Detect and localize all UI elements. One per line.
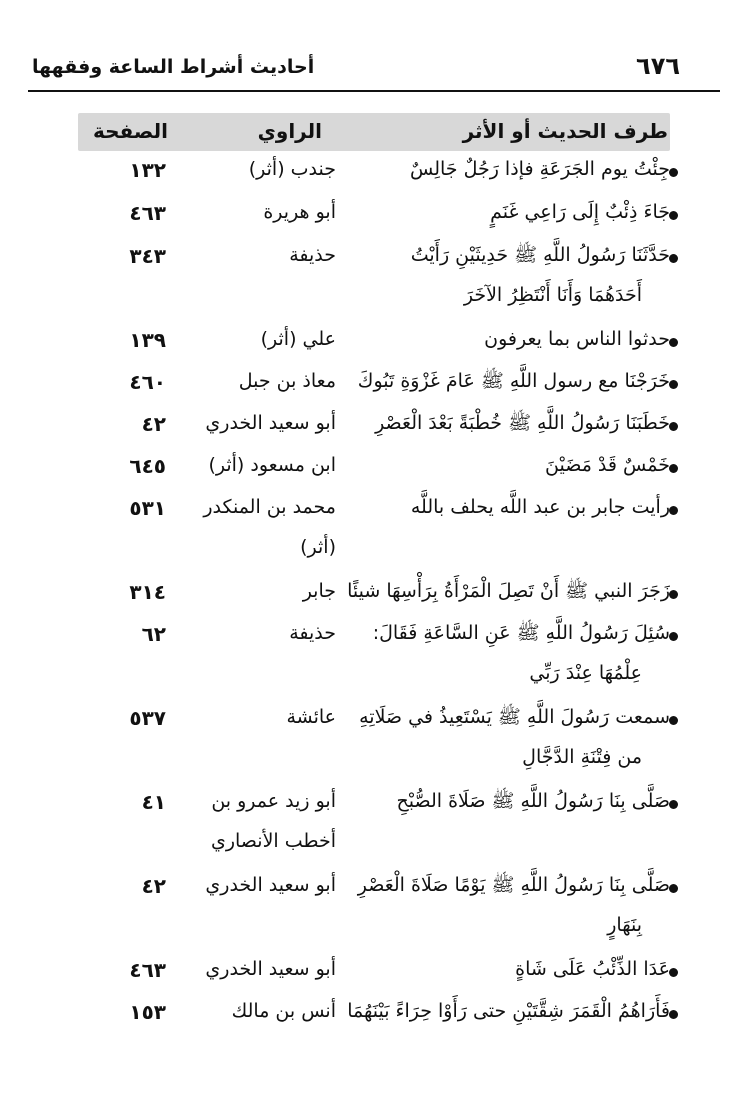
bullet-icon xyxy=(669,380,678,389)
page-ref: ٤٢ xyxy=(141,874,166,898)
bullet-icon xyxy=(669,968,678,977)
page-ref: ٥٣٧ xyxy=(129,706,166,730)
narrator: حذيفة xyxy=(289,244,336,266)
column-hadith-header: طرف الحديث أو الأثر xyxy=(462,119,668,143)
hadith-text: جَاءَ ذِئْبٌ إِلَى رَاعِي غَنَمٍ xyxy=(490,201,670,223)
page-ref: ٣٤٣ xyxy=(129,244,166,268)
narrator: أبو سعيد الخدري xyxy=(205,958,336,980)
narrator: أنس بن مالك xyxy=(231,1000,336,1022)
hadith-text: رأيت جابر بن عبد اللَّه يحلف باللَّه xyxy=(410,496,670,518)
page-ref: ٤٦٠ xyxy=(129,370,166,394)
bullet-icon xyxy=(669,211,678,220)
bullet-icon xyxy=(669,168,678,177)
page-ref: ٣١٤ xyxy=(129,580,166,604)
narrator-continued: (أثر) xyxy=(300,536,336,558)
bullet-icon xyxy=(669,464,678,473)
hadith-text: جِئْتُ يوم الجَرَعَةِ فإذا رَجُلٌ جَالِسٌ xyxy=(409,158,670,180)
bullet-icon xyxy=(669,1010,678,1019)
hadith-text: خَطَبَنَا رَسُولُ اللَّهِ ﷺ خُطْبَةً بَعْدَ الْعَصْرِ xyxy=(375,412,670,434)
page-ref: ١٣٩ xyxy=(129,328,166,352)
running-header xyxy=(28,52,720,92)
hadith-text: حدثوا الناس بما يعرفون xyxy=(484,328,670,350)
page-ref: ٥٣١ xyxy=(129,496,166,520)
bullet-icon xyxy=(669,800,678,809)
hadith-text: خَمْسٌ قَدْ مَضَيْنَ xyxy=(545,454,670,476)
column-narrator-header: الراوي xyxy=(257,119,322,143)
hadith-text: صَلَّى بِنَا رَسُولُ اللَّهِ ﷺ صَلَاةَ الصُّبْحِ xyxy=(396,790,670,812)
bullet-icon xyxy=(669,254,678,263)
page-ref: ٤٦٣ xyxy=(129,201,166,225)
narrator-continued: أخطب الأنصاري xyxy=(210,830,336,852)
hadith-text-continued: أَحَدَهُمَا وَأَنَا أَنْتَظِرُ الآخَرَ xyxy=(463,284,642,306)
narrator: معاذ بن جبل xyxy=(238,370,336,392)
page-number: ٦٧٦ xyxy=(636,52,680,80)
hadith-text: صَلَّى بِنَا رَسُولُ اللَّهِ ﷺ يَوْمًا صَلَاةَ الْعَصْرِ xyxy=(357,874,670,896)
hadith-text: سمعت رَسُولَ اللَّهِ ﷺ يَسْتَعِيذُ في صَلَاتِهِ xyxy=(359,706,670,728)
hadith-text: خَرَجْنَا مع رسول اللَّهِ ﷺ عَامَ غَزْوَةِ تَبُوكَ xyxy=(357,370,670,392)
narrator: أبو زيد عمرو بن xyxy=(211,790,336,812)
narrator: جندب (أثر) xyxy=(248,158,336,180)
narrator: محمد بن المنكدر xyxy=(203,496,336,518)
narrator: حذيفة xyxy=(289,622,336,644)
bullet-icon xyxy=(669,338,678,347)
hadith-text-continued: عِلْمُهَا عِنْدَ رَبِّي xyxy=(529,662,642,684)
bullet-icon xyxy=(669,632,678,641)
hadith-text: حَدَّثَنَا رَسُولُ اللَّهِ ﷺ حَدِيثَيْنِ رَأَيْتُ xyxy=(410,244,670,266)
hadith-text: فَأَرَاهُمُ الْقَمَرَ شِقَّتَيْنِ حتى رَأَوْا حِرَاءً بَيْنَهُمَا xyxy=(347,1000,670,1022)
bullet-icon xyxy=(669,506,678,515)
page-ref: ٤١ xyxy=(141,790,166,814)
bullet-icon xyxy=(669,590,678,599)
hadith-text: سُئِلَ رَسُولُ اللَّهِ ﷺ عَنِ السَّاعَةِ فَقَالَ: xyxy=(372,622,670,644)
bullet-icon xyxy=(669,422,678,431)
narrator: أبو هريرة xyxy=(263,201,336,223)
narrator: عائشة xyxy=(286,706,336,728)
index-column-header xyxy=(78,113,670,151)
narrator: علي (أثر) xyxy=(260,328,336,350)
book-title: أحاديث أشراط الساعة وفقهها xyxy=(32,56,315,78)
page-ref: ١٥٣ xyxy=(129,1000,166,1024)
page-ref: ٦٤٥ xyxy=(129,454,166,478)
hadith-text-continued: بِنَهَارٍ xyxy=(607,914,642,936)
hadith-text: زَجَرَ النبي ﷺ أَنْ تَصِلَ الْمَرْأَةُ بِرَأْسِهَا شيئًا xyxy=(347,580,670,602)
bullet-icon xyxy=(669,884,678,893)
hadith-text-continued: من فِتْنَةِ الدَّجَّالِ xyxy=(522,746,642,768)
narrator: ابن مسعود (أثر) xyxy=(208,454,336,476)
bullet-icon xyxy=(669,716,678,725)
page-ref: ٦٢ xyxy=(141,622,166,646)
column-page-header: الصفحة xyxy=(92,119,168,143)
narrator: جابر xyxy=(302,580,336,602)
hadith-text: عَدَا الذِّئْبُ عَلَى شَاةٍ xyxy=(515,958,670,980)
page-ref: ٤٢ xyxy=(141,412,166,436)
page-ref: ١٣٢ xyxy=(129,158,166,182)
page-ref: ٤٦٣ xyxy=(129,958,166,982)
narrator: أبو سعيد الخدري xyxy=(205,412,336,434)
narrator: أبو سعيد الخدري xyxy=(205,874,336,896)
